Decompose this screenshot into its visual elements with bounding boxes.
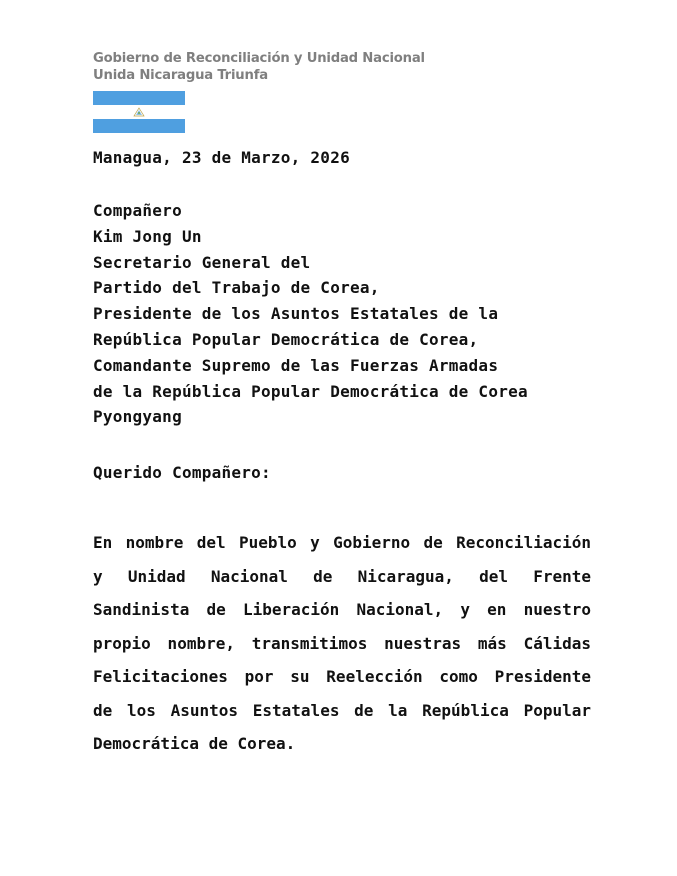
recipient-line: Comandante Supremo de las Fuerzas Armadas: [93, 355, 499, 375]
body-line: En nombre del Pueblo y Gobierno de Reconciliación: [93, 533, 591, 552]
flag-middle-band: [93, 105, 185, 119]
recipient-block: [93, 198, 528, 430]
government-slogan: Unida Nicaragua Triunfa: [93, 68, 268, 83]
body-line: Democrática de Corea.: [93, 734, 296, 753]
government-name: Gobierno de Reconciliación y Unidad Nacional: [93, 51, 425, 66]
nicaragua-flag: [93, 91, 185, 133]
body-line: de los Asuntos Estatales de la República Popular: [93, 700, 591, 720]
letterhead: [93, 50, 425, 84]
letter-date: Managua, 23 de Marzo, 2026: [93, 148, 350, 167]
flag-bottom-band: [93, 119, 185, 133]
recipient-line: Partido del Trabajo de Corea,: [93, 278, 380, 298]
body-line: Felicitaciones por su Reelección como Presidente: [93, 667, 591, 686]
body-line: Sandinista de Liberación Nacional, y en nuestro: [93, 600, 591, 619]
flag-top-band: [93, 91, 185, 105]
recipient-line: Presidente de los Asuntos Estatales de la: [93, 304, 499, 324]
recipient-line: Secretario General del: [93, 252, 311, 272]
recipient-line: Pyongyang: [93, 407, 182, 427]
nicaragua-coat-of-arms-icon: [134, 108, 145, 117]
salutation: Querido Compañero:: [93, 463, 271, 482]
letter-body: [93, 526, 591, 761]
body-line: propio nombre, transmitimos nuestras más Cálidas: [93, 633, 591, 653]
body-line: y Unidad Nacional de Nicaragua, del Frente: [93, 566, 591, 586]
recipient-line: República Popular Democrática de Corea,: [93, 329, 479, 349]
recipient-line: de la República Popular Democrática de Corea: [93, 381, 528, 401]
recipient-line: Kim Jong Un: [93, 226, 202, 246]
recipient-line: Compañero: [93, 201, 182, 220]
